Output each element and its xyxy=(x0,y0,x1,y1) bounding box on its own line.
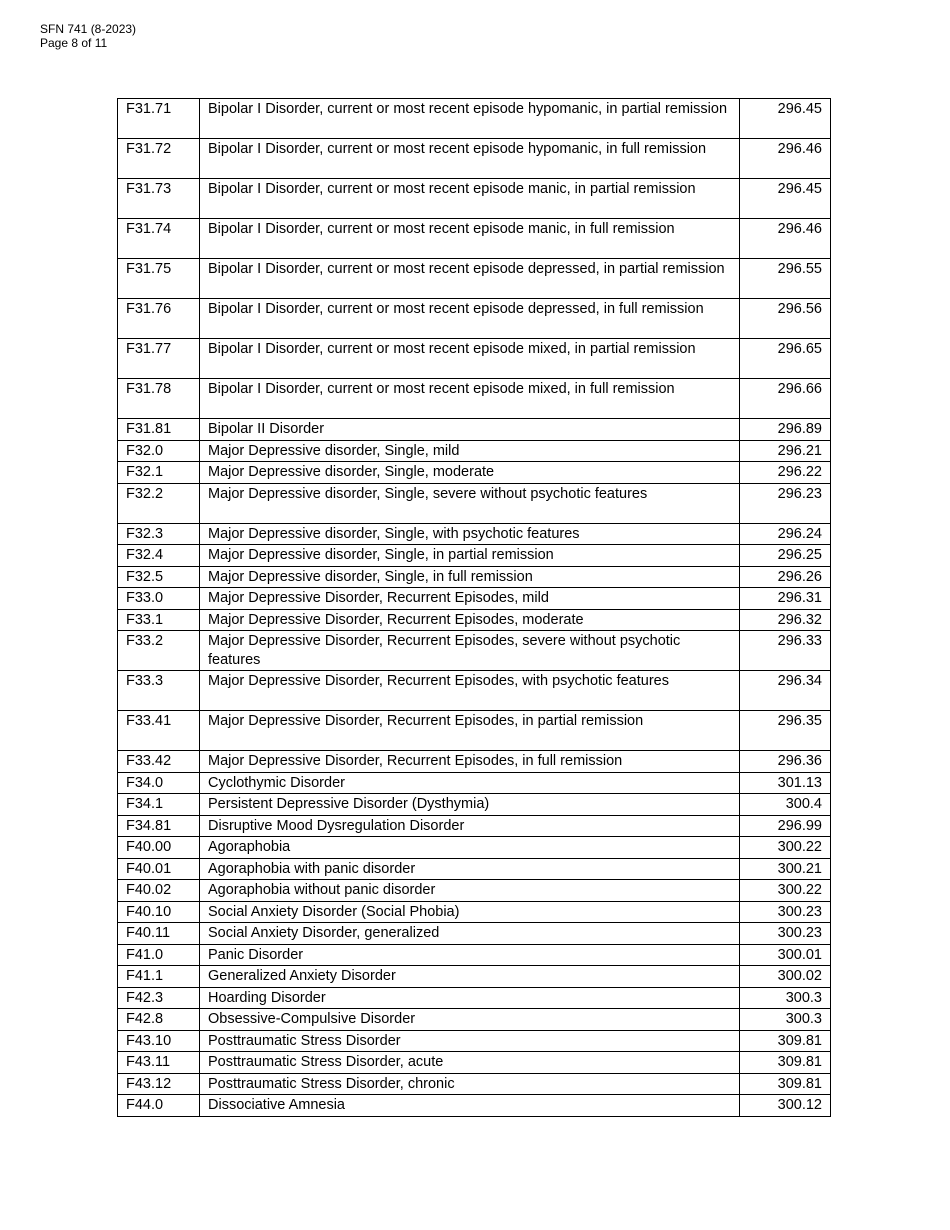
dsm-code-cell: 300.23 xyxy=(740,923,831,945)
dsm-code-cell: 296.35 xyxy=(740,711,831,751)
table-row xyxy=(118,139,831,179)
diagnosis-description-cell: Persistent Depressive Disorder (Dysthymia) xyxy=(200,794,740,816)
table-row xyxy=(118,545,831,567)
form-id: SFN 741 (8-2023) xyxy=(40,22,137,36)
table-row xyxy=(118,462,831,484)
icd-code-cell: F34.0 xyxy=(118,772,200,794)
diagnosis-description-cell: Major Depressive Disorder, Recurrent Episodes, mild xyxy=(200,588,740,610)
diagnosis-description-cell: Bipolar I Disorder, current or most recent episode mixed, in partial remission xyxy=(200,339,740,379)
icd-code-cell: F42.3 xyxy=(118,987,200,1009)
icd-code-cell: F32.5 xyxy=(118,566,200,588)
table-row xyxy=(118,179,831,219)
diagnosis-description-cell: Obsessive-Compulsive Disorder xyxy=(200,1009,740,1031)
table-row xyxy=(118,219,831,259)
diagnosis-description-cell: Posttraumatic Stress Disorder xyxy=(200,1030,740,1052)
table-row xyxy=(118,588,831,610)
icd-code-cell: F33.41 xyxy=(118,711,200,751)
icd-code-cell: F31.78 xyxy=(118,379,200,419)
diagnosis-description-cell: Major Depressive Disorder, Recurrent Episodes, severe without psychotic features xyxy=(200,631,740,671)
table-row xyxy=(118,923,831,945)
diagnosis-description-cell: Posttraumatic Stress Disorder, acute xyxy=(200,1052,740,1074)
icd-code-cell: F31.71 xyxy=(118,99,200,139)
icd-code-cell: F41.0 xyxy=(118,944,200,966)
table-row xyxy=(118,1095,831,1117)
table-row xyxy=(118,794,831,816)
dsm-code-cell: 296.99 xyxy=(740,815,831,837)
dsm-code-cell: 301.13 xyxy=(740,772,831,794)
dsm-code-cell: 296.45 xyxy=(740,179,831,219)
table-row xyxy=(118,379,831,419)
icd-code-cell: F32.1 xyxy=(118,462,200,484)
diagnosis-description-cell: Disruptive Mood Dysregulation Disorder xyxy=(200,815,740,837)
icd-code-cell: F40.02 xyxy=(118,880,200,902)
diagnosis-description-cell: Major Depressive disorder, Single, severe without psychotic features xyxy=(200,483,740,523)
icd-code-cell: F33.0 xyxy=(118,588,200,610)
table-row xyxy=(118,858,831,880)
icd-code-cell: F31.77 xyxy=(118,339,200,379)
diagnosis-description-cell: Major Depressive disorder, Single, moderate xyxy=(200,462,740,484)
diagnosis-description-cell: Hoarding Disorder xyxy=(200,987,740,1009)
dsm-code-cell: 296.24 xyxy=(740,523,831,545)
icd-code-cell: F31.76 xyxy=(118,299,200,339)
diagnosis-description-cell: Agoraphobia without panic disorder xyxy=(200,880,740,902)
dsm-code-cell: 296.45 xyxy=(740,99,831,139)
table-row xyxy=(118,772,831,794)
table-row xyxy=(118,566,831,588)
dsm-code-cell: 300.01 xyxy=(740,944,831,966)
dsm-code-cell: 296.33 xyxy=(740,631,831,671)
icd-code-cell: F40.00 xyxy=(118,837,200,859)
diagnosis-description-cell: Social Anxiety Disorder (Social Phobia) xyxy=(200,901,740,923)
icd-code-cell: F40.11 xyxy=(118,923,200,945)
icd-code-cell: F44.0 xyxy=(118,1095,200,1117)
dsm-code-cell: 309.81 xyxy=(740,1030,831,1052)
diagnosis-description-cell: Bipolar I Disorder, current or most recent episode depressed, in partial remission xyxy=(200,259,740,299)
icd-code-cell: F34.81 xyxy=(118,815,200,837)
table-row xyxy=(118,609,831,631)
dsm-code-cell: 296.23 xyxy=(740,483,831,523)
diagnosis-description-cell: Bipolar I Disorder, current or most recent episode depressed, in full remission xyxy=(200,299,740,339)
table-row xyxy=(118,299,831,339)
icd-code-cell: F31.74 xyxy=(118,219,200,259)
table-row xyxy=(118,966,831,988)
page-number: Page 8 of 11 xyxy=(40,36,108,50)
dsm-code-cell: 296.26 xyxy=(740,566,831,588)
dsm-code-cell: 300.21 xyxy=(740,858,831,880)
diagnosis-description-cell: Major Depressive disorder, Single, with psychotic features xyxy=(200,523,740,545)
table-row xyxy=(118,440,831,462)
dsm-code-cell: 300.02 xyxy=(740,966,831,988)
diagnosis-description-cell: Generalized Anxiety Disorder xyxy=(200,966,740,988)
dsm-code-cell: 296.22 xyxy=(740,462,831,484)
icd-code-cell: F43.11 xyxy=(118,1052,200,1074)
table-row xyxy=(118,815,831,837)
dsm-code-cell: 300.23 xyxy=(740,901,831,923)
icd-code-cell: F31.75 xyxy=(118,259,200,299)
dsm-code-cell: 296.36 xyxy=(740,751,831,773)
dsm-code-cell: 296.66 xyxy=(740,379,831,419)
diagnosis-description-cell: Bipolar I Disorder, current or most recent episode mixed, in full remission xyxy=(200,379,740,419)
dsm-code-cell: 300.3 xyxy=(740,987,831,1009)
dsm-code-cell: 296.31 xyxy=(740,588,831,610)
dsm-code-cell: 296.89 xyxy=(740,419,831,441)
diagnosis-description-cell: Agoraphobia xyxy=(200,837,740,859)
diagnosis-description-cell: Dissociative Amnesia xyxy=(200,1095,740,1117)
dsm-code-cell: 296.32 xyxy=(740,609,831,631)
table-row xyxy=(118,1073,831,1095)
table-row xyxy=(118,987,831,1009)
icd-code-cell: F32.0 xyxy=(118,440,200,462)
dsm-code-cell: 296.21 xyxy=(740,440,831,462)
dsm-code-cell: 296.55 xyxy=(740,259,831,299)
diagnosis-code-rows xyxy=(118,99,831,1117)
icd-code-cell: F40.10 xyxy=(118,901,200,923)
diagnosis-description-cell: Major Depressive disorder, Single, in partial remission xyxy=(200,545,740,567)
dsm-code-cell: 300.22 xyxy=(740,837,831,859)
diagnosis-description-cell: Bipolar I Disorder, current or most recent episode hypomanic, in partial remission xyxy=(200,99,740,139)
table-row xyxy=(118,880,831,902)
diagnosis-description-cell: Cyclothymic Disorder xyxy=(200,772,740,794)
icd-code-cell: F32.2 xyxy=(118,483,200,523)
diagnosis-description-cell: Bipolar I Disorder, current or most recent episode manic, in partial remission xyxy=(200,179,740,219)
diagnosis-description-cell: Major Depressive disorder, Single, mild xyxy=(200,440,740,462)
diagnosis-description-cell: Bipolar II Disorder xyxy=(200,419,740,441)
icd-code-cell: F42.8 xyxy=(118,1009,200,1031)
diagnosis-description-cell: Social Anxiety Disorder, generalized xyxy=(200,923,740,945)
diagnosis-description-cell: Major Depressive Disorder, Recurrent Episodes, moderate xyxy=(200,609,740,631)
dsm-code-cell: 300.3 xyxy=(740,1009,831,1031)
icd-code-cell: F31.81 xyxy=(118,419,200,441)
diagnosis-description-cell: Bipolar I Disorder, current or most recent episode manic, in full remission xyxy=(200,219,740,259)
diagnosis-description-cell: Agoraphobia with panic disorder xyxy=(200,858,740,880)
icd-code-cell: F31.72 xyxy=(118,139,200,179)
dsm-code-cell: 309.81 xyxy=(740,1052,831,1074)
icd-code-cell: F33.1 xyxy=(118,609,200,631)
diagnosis-description-cell: Posttraumatic Stress Disorder, chronic xyxy=(200,1073,740,1095)
icd-code-cell: F32.4 xyxy=(118,545,200,567)
dsm-code-cell: 296.34 xyxy=(740,671,831,711)
icd-code-cell: F43.10 xyxy=(118,1030,200,1052)
dsm-code-cell: 300.4 xyxy=(740,794,831,816)
table-row xyxy=(118,751,831,773)
table-row xyxy=(118,483,831,523)
diagnosis-description-cell: Major Depressive Disorder, Recurrent Episodes, with psychotic features xyxy=(200,671,740,711)
diagnosis-description-cell: Major Depressive Disorder, Recurrent Episodes, in full remission xyxy=(200,751,740,773)
diagnosis-description-cell: Panic Disorder xyxy=(200,944,740,966)
dsm-code-cell: 296.56 xyxy=(740,299,831,339)
table-row xyxy=(118,339,831,379)
table-row xyxy=(118,631,831,671)
dsm-code-cell: 300.12 xyxy=(740,1095,831,1117)
table-row xyxy=(118,523,831,545)
diagnosis-description-cell: Major Depressive disorder, Single, in full remission xyxy=(200,566,740,588)
diagnosis-description-cell: Bipolar I Disorder, current or most recent episode hypomanic, in full remission xyxy=(200,139,740,179)
icd-code-cell: F31.73 xyxy=(118,179,200,219)
icd-code-cell: F32.3 xyxy=(118,523,200,545)
icd-code-cell: F33.2 xyxy=(118,631,200,671)
table-row xyxy=(118,944,831,966)
icd-code-cell: F41.1 xyxy=(118,966,200,988)
table-row xyxy=(118,99,831,139)
table-row xyxy=(118,837,831,859)
table-row xyxy=(118,901,831,923)
table-row xyxy=(118,1030,831,1052)
icd-code-cell: F43.12 xyxy=(118,1073,200,1095)
table-row xyxy=(118,259,831,299)
dsm-code-cell: 300.22 xyxy=(740,880,831,902)
page-header xyxy=(40,22,136,50)
table-row xyxy=(118,419,831,441)
icd-code-cell: F33.42 xyxy=(118,751,200,773)
dsm-code-cell: 296.25 xyxy=(740,545,831,567)
icd-code-cell: F34.1 xyxy=(118,794,200,816)
table-row xyxy=(118,671,831,711)
dsm-code-cell: 309.81 xyxy=(740,1073,831,1095)
table-row xyxy=(118,711,831,751)
table-row xyxy=(118,1009,831,1031)
table-row xyxy=(118,1052,831,1074)
diagnosis-code-table xyxy=(117,98,831,1117)
dsm-code-cell: 296.65 xyxy=(740,339,831,379)
dsm-code-cell: 296.46 xyxy=(740,219,831,259)
icd-code-cell: F40.01 xyxy=(118,858,200,880)
dsm-code-cell: 296.46 xyxy=(740,139,831,179)
diagnosis-description-cell: Major Depressive Disorder, Recurrent Episodes, in partial remission xyxy=(200,711,740,751)
icd-code-cell: F33.3 xyxy=(118,671,200,711)
